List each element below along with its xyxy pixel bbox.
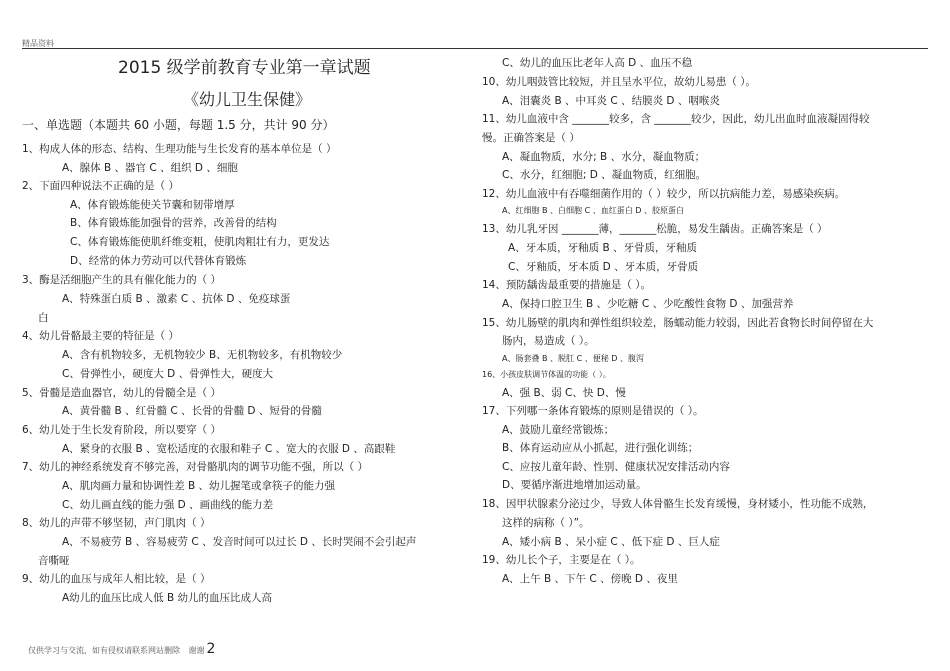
- question-16: 16、小孩皮肤调节体温的功能（ ）。: [482, 370, 611, 379]
- options-16: A、强 B、弱 C、快 D、慢: [502, 387, 626, 399]
- options-7cd: C、幼儿画直线的能力强 D 、画曲线的能力差: [62, 499, 274, 511]
- options-18: A、矮小病 B 、呆小症 C 、低下症 D 、巨人症: [502, 536, 720, 548]
- options-15: A、肠套叠 B 、脱肛 C 、便秘 D 、腹泻: [502, 354, 644, 363]
- question-12: 12、幼儿血液中有吞噬细菌作用的（ ）较少，所以抗病能力差，易感染疾病。: [482, 188, 846, 200]
- option-17d: D、要循序渐进地增加运动量。: [502, 479, 647, 491]
- question-14: 14、预防龋齿最重要的措施是（ ）。: [482, 279, 651, 291]
- exam-title: 2015 级学前教育专业第一章试题: [118, 58, 371, 78]
- options-6: A、紧身的衣服 B 、宽松适度的衣服和鞋子 C 、宽大的衣服 D 、高跟鞋: [62, 443, 396, 455]
- footer: [28, 641, 215, 657]
- options-11ab: A、凝血物质，水分; B 、水分，凝血物质；: [502, 151, 706, 163]
- option-17a: A、鼓励儿童经常锻炼；: [502, 424, 615, 436]
- header-label: 精品资料: [22, 39, 54, 48]
- question-13: 13、幼儿乳牙因 _______薄，_______松脆，易发生龋齿。正确答案是（ ）: [482, 223, 828, 235]
- question-7: 7、幼儿的神经系统发育不够完善，对骨骼肌肉的调节功能不强，所以（ ）: [22, 461, 369, 473]
- options-4cd: C、骨弹性小，硬度大 D 、骨弹性大，硬度大: [62, 368, 274, 380]
- question-19: 19、幼儿长个子，主要是在（ ）。: [482, 554, 641, 566]
- options-4ab: A、含有机物较多，无机物较少 B、无机物较多，有机物较少: [62, 349, 343, 361]
- question-1: 1、构成人体的形态、结构、生理功能与生长发育的基本单位是（ ）: [22, 143, 337, 155]
- exam-subtitle: 《幼儿卫生保健》: [183, 90, 312, 109]
- options-9ab: A幼儿的血压比成人低 B 幼儿的血压比成人高: [62, 592, 273, 604]
- options-3: A、特殊蛋白质 B 、激素 C 、抗体 D 、免疫球蛋: [62, 293, 291, 305]
- option-2a: A、体育锻炼能使关节囊和韧带增厚: [70, 199, 235, 211]
- question-6: 6、幼儿处于生长发育阶段，所以要穿（ ）: [22, 424, 222, 436]
- options-14: A、保持口腔卫生 B 、少吃糖 C 、少吃酸性食物 D 、加强营养: [502, 298, 794, 310]
- question-17: 17、下列哪一条体育锻炼的原则是错误的（ ）。: [482, 405, 704, 417]
- options-12: A、红细胞 B 、白细胞 C 、血红蛋白 D 、胶原蛋白: [502, 206, 684, 215]
- options-9cd: C、幼儿的血压比老年人高 D 、血压不稳: [502, 57, 693, 69]
- footer-note: 仅供学习与交流，如有侵权请联系网站删除: [28, 646, 180, 655]
- options-13ab: A、牙本质，牙釉质 B 、牙骨质，牙釉质: [508, 242, 698, 254]
- question-11-cont: 慢。正确答案是（ ）: [482, 132, 580, 144]
- options-10: A、泪囊炎 B 、中耳炎 C 、结膜炎 D 、咽喉炎: [502, 95, 720, 107]
- options-11cd: C、水分，红细胞; D 、凝血物质，红细胞。: [502, 169, 707, 181]
- question-15-cont: 肠内，易造成（ ）。: [502, 335, 595, 347]
- question-5: 5、骨髓是造血器官，幼儿的骨髓全是（ ）: [22, 387, 222, 399]
- section-heading: 一、单选题（本题共 60 小题，每题 1.5 分，共计 90 分）: [22, 118, 335, 132]
- question-8: 8、幼儿的声带不够坚韧，声门肌肉（ ）: [22, 517, 211, 529]
- options-8-cont: 音嘶哑: [38, 555, 70, 567]
- options-8: A、不易疲劳 B 、容易疲劳 C 、发音时间可以过长 D 、长时哭闹不会引起声: [62, 536, 417, 548]
- question-18: 18、因甲状腺素分泌过少，导致人体骨骼生长发育缓慢，身材矮小，性功能不成熟，: [482, 498, 874, 510]
- question-4: 4、幼儿骨骼最主要的特征是（ ）: [22, 330, 180, 342]
- options-1: A、腺体 B 、器官 C 、组织 D 、细胞: [62, 162, 238, 174]
- question-9: 9、幼儿的血压与成年人相比较，是（ ）: [22, 573, 211, 585]
- header-divider: [22, 48, 928, 49]
- option-2d: D、经常的体力劳动可以代替体育锻炼: [70, 255, 247, 267]
- option-17c: C、应按儿童年龄、性别、健康状况安排活动内容: [502, 461, 730, 473]
- option-17b: B、体育运动应从小抓起，进行强化训练；: [502, 442, 699, 454]
- question-2: 2、下面四种说法不正确的是（ ）: [22, 180, 180, 192]
- question-3: 3、酶是活细胞产生的具有催化能力的（ ）: [22, 274, 222, 286]
- question-10: 10、幼儿咽鼓管比较短，并且呈水平位，故幼儿易患（ ）。: [482, 76, 756, 88]
- page-number: 2: [206, 641, 216, 657]
- option-2b: B、体育锻炼能加强骨的营养，改善骨的结构: [70, 217, 277, 229]
- question-15: 15、幼儿肠壁的肌肉和弹性组织较差，肠蠕动能力较弱，因此若食物长时间停留在大: [482, 317, 874, 329]
- question-18-cont: 这样的病称（ ）”。: [502, 517, 590, 529]
- option-2c: C、体育锻炼能使肌纤维变粗，使肌肉粗壮有力，更发达: [70, 236, 330, 248]
- question-11: 11、幼儿血液中含 _______较多，含 _______较少，因此，幼儿出血时血液凝固得较: [482, 113, 870, 125]
- options-7ab: A、肌肉画力量和协调性差 B 、幼儿握笔或拿筷子的能力强: [62, 480, 336, 492]
- options-19: A、上午 B 、下午 C 、傍晚 D 、夜里: [502, 573, 678, 585]
- footer-thanks: 谢谢: [188, 646, 205, 655]
- options-3-cont: 白: [38, 312, 49, 324]
- options-13cd: C、牙釉质，牙本质 D 、牙本质，牙骨质: [508, 261, 699, 273]
- options-5: A、黄骨髓 B 、红骨髓 C 、长骨的骨髓 D 、短骨的骨髓: [62, 405, 322, 417]
